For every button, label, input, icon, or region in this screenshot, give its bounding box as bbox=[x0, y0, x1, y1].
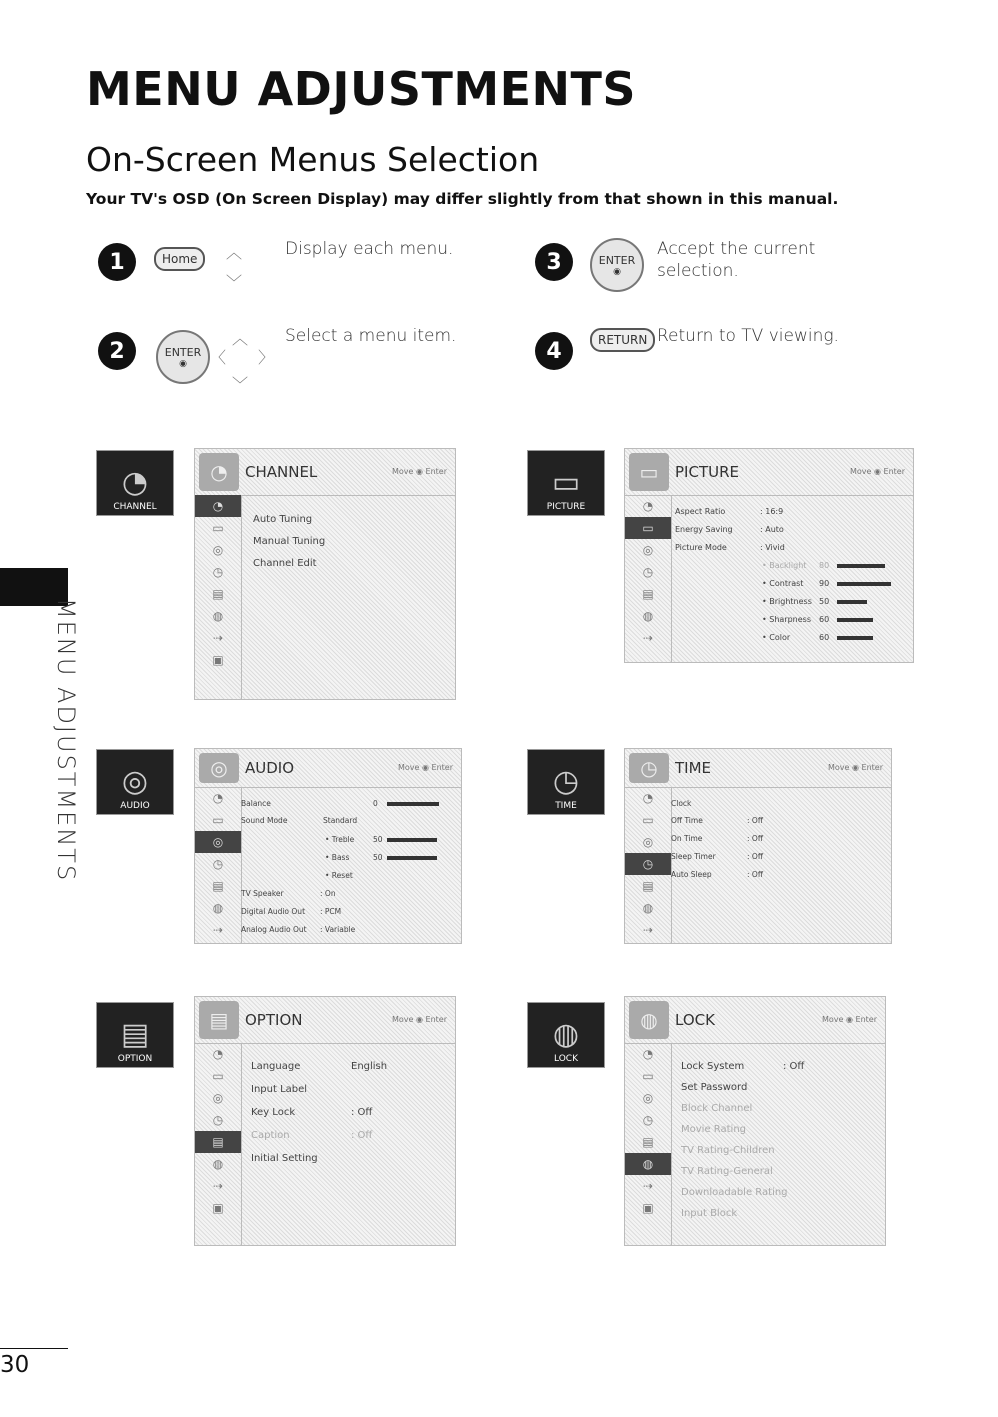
input-icon: ⇢ bbox=[212, 923, 224, 937]
audio-menu-tile: ◎ AUDIO bbox=[96, 749, 174, 815]
osd-title: OPTION bbox=[245, 1011, 303, 1029]
clock-icon: ◷ bbox=[212, 857, 224, 871]
clock-icon: ◷ bbox=[212, 1113, 224, 1127]
side-tab-label: MENU ADJUSTMENTS bbox=[52, 598, 80, 883]
menu-item-digital-audio-out[interactable]: Digital Audio Out bbox=[241, 907, 306, 916]
input-icon: ⇢ bbox=[212, 631, 224, 645]
usb-icon: ▣ bbox=[642, 1201, 654, 1215]
toolbox-icon: ▤ bbox=[199, 1001, 239, 1039]
lock-menu-tile: ◍ LOCK bbox=[527, 1002, 605, 1068]
time-menu-tile: ◷ TIME bbox=[527, 749, 605, 815]
arrow-left-icon: 〈 bbox=[210, 348, 227, 367]
input-icon: ⇢ bbox=[212, 1179, 224, 1193]
picture-osd: ▭ PICTURE Move ◉ Enter ◔ ▭ ◎ ◷ ▤ ◍ ⇢ Aspect Ratio : 16:9 Energy Saving : Auto Picture Mode : Vivid • Backlight 80 • Contrast 90 • Brightness 50 • Sharpness 60 • Color 60 bbox=[624, 448, 914, 663]
balance-bar bbox=[387, 802, 439, 806]
padlock-icon: ◍ bbox=[629, 1001, 669, 1039]
arrow-down-icon: ﹀ bbox=[232, 375, 249, 394]
menu-item-energy-saving[interactable]: Energy Saving bbox=[675, 525, 733, 534]
bass-level-bar bbox=[387, 856, 437, 860]
audio-icon: ◎ bbox=[642, 835, 654, 849]
clock-icon: ◷ bbox=[212, 565, 224, 579]
sub-item-color[interactable]: • Color bbox=[762, 633, 791, 642]
sub-item-contrast[interactable]: • Contrast bbox=[762, 579, 804, 588]
clock-icon: ◷ bbox=[642, 1113, 654, 1127]
picture-icon: ▭ bbox=[625, 517, 671, 539]
tv-icon: ▭ bbox=[629, 453, 669, 491]
option-icon: ▤ bbox=[642, 879, 654, 893]
osd-title: TIME bbox=[675, 759, 712, 777]
arrow-right-icon: 〉 bbox=[258, 348, 275, 367]
channel-icon: ◔ bbox=[212, 791, 224, 805]
osd-title: LOCK bbox=[675, 1011, 715, 1029]
satellite-dish-icon: ◔ bbox=[199, 453, 239, 491]
audio-osd: ◎ AUDIO Move ◉ Enter ◔ ▭ ◎ ◷ ▤ ◍ ⇢ Balance 0 Sound Mode Standard • Treble 50 • Bass 50 • Reset TV Speaker : On Digital Audio Out : PCM Analog Audio Out : Variable bbox=[194, 748, 462, 944]
enter-button-icon: ENTER ◉ bbox=[156, 330, 210, 384]
option-icon: ▤ bbox=[212, 587, 224, 601]
arrow-up-icon: ︿ bbox=[226, 243, 243, 262]
speaker-icon: ◎ bbox=[199, 753, 239, 783]
step-1-text: Display each menu. bbox=[285, 239, 454, 259]
channel-icon: ◔ bbox=[642, 499, 654, 513]
arrow-up-icon: ︿ bbox=[232, 329, 249, 348]
step-2-text: Select a menu item. bbox=[285, 326, 457, 346]
page-number: 30 bbox=[0, 1348, 68, 1378]
menu-item-tv-rating-children[interactable]: TV Rating-Children bbox=[681, 1145, 775, 1156]
treble-level-bar bbox=[387, 838, 437, 842]
menu-item-channel-edit[interactable]: Channel Edit bbox=[253, 558, 317, 569]
menu-item-on-time[interactable]: On Time bbox=[671, 834, 703, 843]
picture-icon: ▭ bbox=[212, 521, 224, 535]
lock-icon: ◍ bbox=[625, 1153, 671, 1175]
channel-menu-tile: ◔ CHANNEL bbox=[96, 450, 174, 516]
channel-icon: ◔ bbox=[642, 791, 654, 805]
menu-item-aspect-ratio[interactable]: Aspect Ratio bbox=[675, 507, 726, 516]
lock-icon: ◍ bbox=[212, 609, 224, 623]
arrow-down-icon: ﹀ bbox=[226, 273, 243, 292]
brightness-level-bar bbox=[837, 600, 867, 604]
picture-icon: ▭ bbox=[212, 813, 224, 827]
return-button-icon: RETURN bbox=[590, 328, 655, 352]
menu-item-sleep-timer[interactable]: Sleep Timer bbox=[671, 852, 716, 861]
menu-item-auto-tuning[interactable]: Auto Tuning bbox=[253, 514, 313, 525]
menu-item-key-lock[interactable]: Key Lock bbox=[251, 1107, 296, 1118]
backlight-level-bar bbox=[837, 564, 885, 568]
lock-osd: ◍ LOCK Move ◉ Enter ◔ ▭ ◎ ◷ ▤ ◍ ⇢ ▣ Lock System : Off Set Password Block Channel Movie Rating TV Rating-Children TV Rating-General Downloadable Rating Input Block bbox=[624, 996, 886, 1246]
tv-icon: ▭ bbox=[551, 465, 581, 500]
menu-item-movie-rating[interactable]: Movie Rating bbox=[681, 1124, 747, 1135]
menu-item-set-password[interactable]: Set Password bbox=[681, 1082, 748, 1093]
channel-icon: ◔ bbox=[642, 1047, 654, 1061]
menu-item-sound-mode[interactable]: Sound Mode bbox=[241, 816, 288, 825]
menu-item-block-channel[interactable]: Block Channel bbox=[681, 1103, 753, 1114]
clock-icon: ◷ bbox=[552, 764, 580, 799]
step-3-text: Accept the current selection. bbox=[657, 239, 816, 281]
sub-item-brightness[interactable]: • Brightness bbox=[762, 597, 812, 606]
picture-icon: ▭ bbox=[642, 1069, 654, 1083]
menu-item-input-block[interactable]: Input Block bbox=[681, 1208, 738, 1219]
menu-item-analog-audio-out[interactable]: Analog Audio Out bbox=[241, 925, 307, 934]
sub-item-treble[interactable]: • Treble bbox=[325, 835, 355, 844]
menu-item-lock-system[interactable]: Lock System bbox=[681, 1061, 745, 1072]
sub-item-bass[interactable]: • Bass bbox=[325, 853, 350, 862]
clock-icon: ◷ bbox=[629, 753, 669, 783]
audio-icon: ◎ bbox=[642, 1091, 654, 1105]
channel-osd: ◔ CHANNEL Move ◉ Enter ◔ ▭ ◎ ◷ ▤ ◍ ⇢ ▣ Auto Tuning Manual Tuning Channel Edit bbox=[194, 448, 456, 700]
clock-icon: ◷ bbox=[625, 853, 671, 875]
menu-item-manual-tuning[interactable]: Manual Tuning bbox=[253, 536, 326, 547]
sub-item-sharpness[interactable]: • Sharpness bbox=[762, 615, 812, 624]
picture-icon: ▭ bbox=[212, 1069, 224, 1083]
energy-saving-value: : Auto bbox=[760, 525, 784, 534]
step-4-badge: 4 bbox=[535, 332, 573, 370]
option-icon: ▤ bbox=[642, 587, 654, 601]
option-icon: ▤ bbox=[195, 1131, 241, 1153]
menu-item-language[interactable]: Language bbox=[251, 1061, 301, 1072]
osd-title: CHANNEL bbox=[245, 463, 318, 481]
menu-item-clock[interactable]: Clock bbox=[671, 799, 692, 808]
menu-item-downloadable-rating[interactable]: Downloadable Rating bbox=[681, 1187, 788, 1198]
contrast-level-bar bbox=[837, 582, 891, 586]
audio-icon: ◎ bbox=[212, 543, 224, 557]
option-icon: ▤ bbox=[642, 1135, 654, 1149]
menu-item-input-label[interactable]: Input Label bbox=[251, 1084, 308, 1095]
step-2-badge: 2 bbox=[98, 332, 136, 370]
input-icon: ⇢ bbox=[642, 923, 654, 937]
input-icon: ⇢ bbox=[642, 1179, 654, 1193]
step-3-badge: 3 bbox=[535, 243, 573, 281]
page-title: MENU ADJUSTMENTS bbox=[86, 62, 637, 116]
menu-item-tv-rating-general[interactable]: TV Rating-General bbox=[681, 1166, 773, 1177]
lock-icon: ◍ bbox=[212, 901, 224, 915]
lock-icon: ◍ bbox=[212, 1157, 224, 1171]
menu-item-off-time[interactable]: Off Time bbox=[671, 816, 703, 825]
lock-icon: ◍ bbox=[642, 609, 654, 623]
step-4-text: Return to TV viewing. bbox=[657, 326, 839, 346]
sub-item-reset[interactable]: • Reset bbox=[325, 871, 353, 880]
sharpness-level-bar bbox=[837, 618, 873, 622]
picture-icon: ▭ bbox=[642, 813, 654, 827]
osd-note: Your TV's OSD (On Screen Display) may differ slightly from that shown in this manual. bbox=[86, 190, 839, 208]
option-icon: ▤ bbox=[212, 879, 224, 893]
picture-mode-value: : Vivid bbox=[760, 543, 785, 552]
toolbox-icon: ▤ bbox=[120, 1017, 150, 1052]
enter-button-icon: ENTER ◉ bbox=[590, 238, 644, 292]
padlock-icon: ◍ bbox=[552, 1017, 580, 1052]
home-button-icon: Home bbox=[154, 247, 205, 271]
picture-menu-tile: ▭ PICTURE bbox=[527, 450, 605, 516]
option-menu-tile: ▤ OPTION bbox=[96, 1002, 174, 1068]
speaker-icon: ◎ bbox=[121, 764, 149, 799]
channel-icon: ◔ bbox=[195, 495, 241, 517]
menu-item-balance[interactable]: Balance bbox=[241, 799, 271, 808]
menu-item-picture-mode[interactable]: Picture Mode bbox=[675, 543, 727, 552]
aspect-ratio-value: : 16:9 bbox=[760, 507, 784, 516]
menu-item-auto-sleep[interactable]: Auto Sleep bbox=[671, 870, 712, 879]
audio-icon: ◎ bbox=[212, 1091, 224, 1105]
satellite-dish-icon: ◔ bbox=[121, 465, 149, 500]
color-level-bar bbox=[837, 636, 873, 640]
step-1-badge: 1 bbox=[98, 243, 136, 281]
menu-item-initial-setting[interactable]: Initial Setting bbox=[251, 1153, 318, 1164]
osd-title: PICTURE bbox=[675, 463, 739, 481]
menu-item-tv-speaker[interactable]: TV Speaker bbox=[241, 889, 284, 898]
usb-icon: ▣ bbox=[212, 653, 224, 667]
channel-icon: ◔ bbox=[212, 1047, 224, 1061]
usb-icon: ▣ bbox=[212, 1201, 224, 1215]
lock-icon: ◍ bbox=[642, 901, 654, 915]
menu-item-caption[interactable]: Caption bbox=[251, 1130, 290, 1141]
clock-icon: ◷ bbox=[642, 565, 654, 579]
osd-title: AUDIO bbox=[245, 759, 295, 777]
audio-icon: ◎ bbox=[642, 543, 654, 557]
audio-icon: ◎ bbox=[195, 831, 241, 853]
time-osd: ◷ TIME Move ◉ Enter ◔ ▭ ◎ ◷ ▤ ◍ ⇢ Clock Off Time : Off On Time : Off Sleep Timer : Off Auto Sleep : Off bbox=[624, 748, 892, 944]
input-icon: ⇢ bbox=[642, 631, 654, 645]
option-osd: ▤ OPTION Move ◉ Enter ◔ ▭ ◎ ◷ ▤ ◍ ⇢ ▣ Language English Input Label Key Lock : Off Caption : Off Initial Setting bbox=[194, 996, 456, 1246]
section-title: On-Screen Menus Selection bbox=[86, 140, 540, 179]
sub-item-backlight[interactable]: • Backlight bbox=[762, 561, 807, 570]
